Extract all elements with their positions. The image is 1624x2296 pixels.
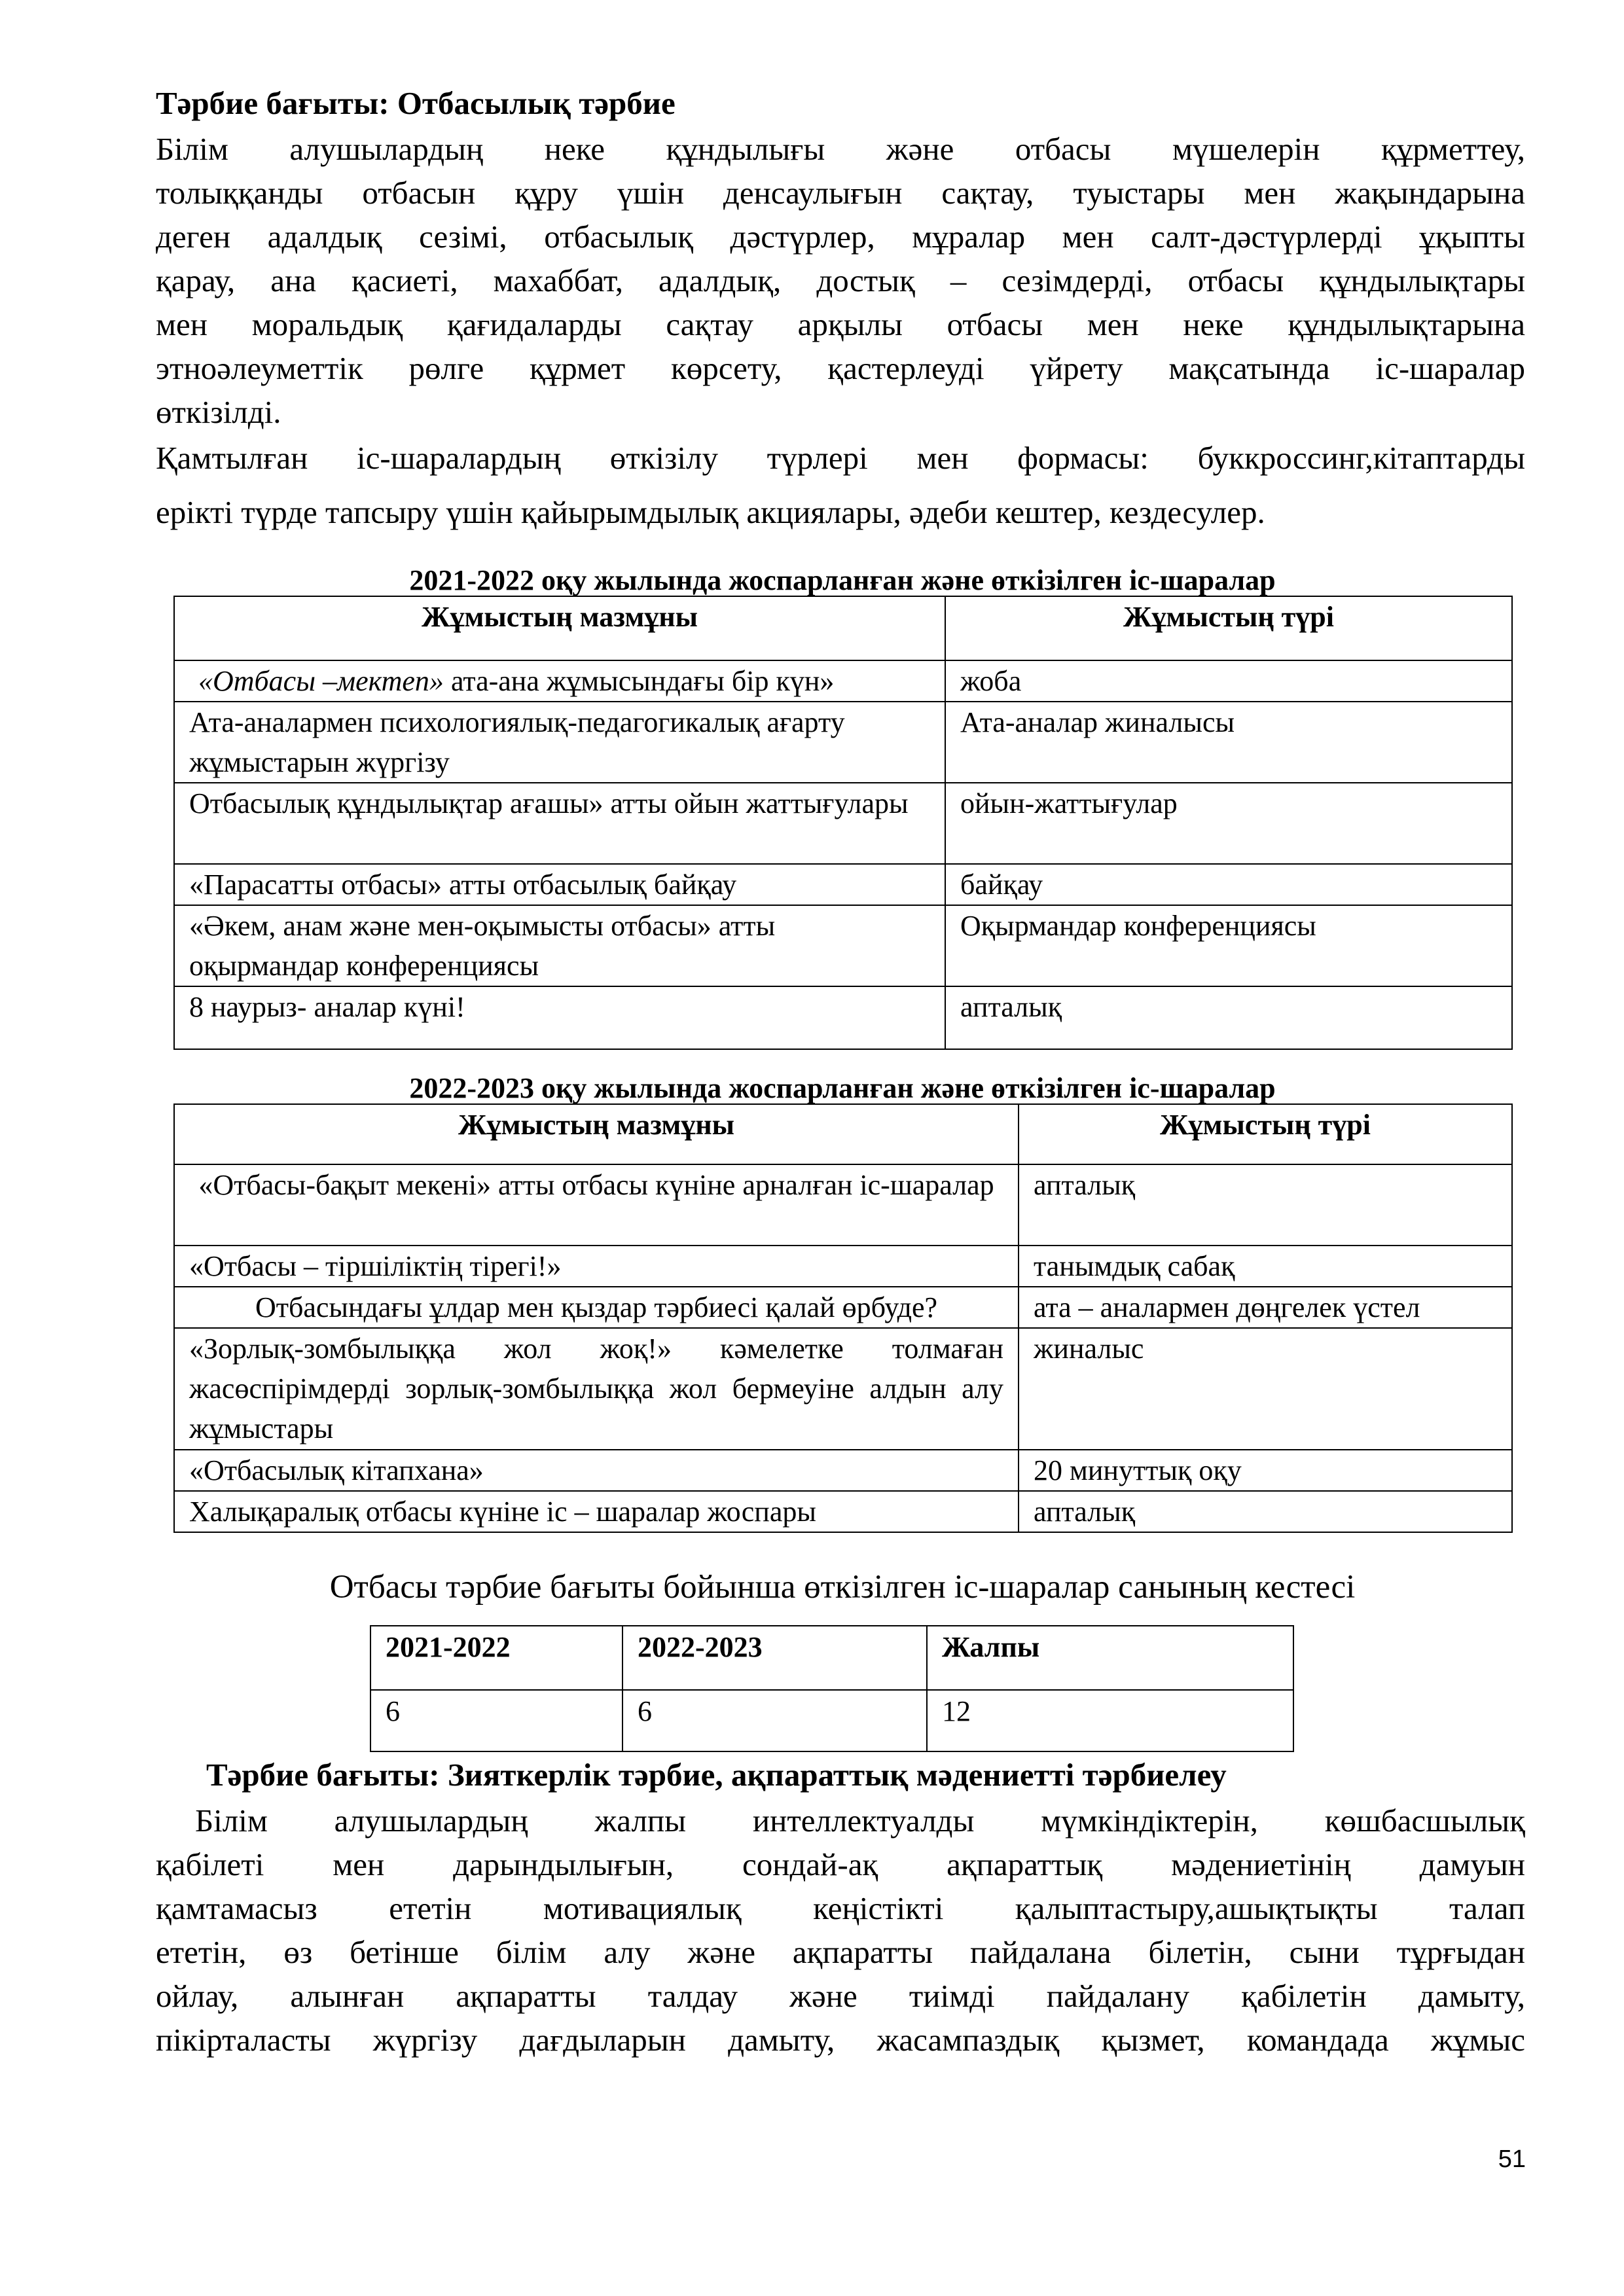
paragraph-line: Қамтылған іс-шаралардың өткізілу түрлері мен формасы: буккроссинг,кітаптарды	[156, 440, 1525, 476]
column-header: Жұмыстың мазмұны	[174, 596, 945, 660]
section-paragraph-family	[156, 127, 1525, 434]
table-row	[174, 1450, 1512, 1491]
table-cell: 8 наурыз- аналар күні!	[174, 986, 945, 1049]
table-cell: апталық	[1019, 1164, 1512, 1246]
table-cell: Отбасылық құндылықтар ағашы» атты ойын жаттығулары	[174, 783, 945, 864]
table-cell: танымдық сабақ	[1019, 1246, 1512, 1287]
table-cell: «Әкем, анам және мен-оқымысты отбасы» атты оқырмандар конференциясы	[174, 905, 945, 986]
event-count-table	[370, 1625, 1294, 1752]
count-table-caption: Отбасы тәрбие бағыты бойынша өткізілген іс-шаралар санының кестесі	[329, 1569, 1356, 1605]
table-cell: Халықаралық отбасы күніне іс – шаралар жоспары	[174, 1491, 1019, 1532]
paragraph-line: ерікті түрде тапсыру үшін қайырымдылық акциялары, әдеби кештер, кездесулер.	[156, 494, 1265, 530]
forms-paragraph	[156, 431, 1525, 539]
table-cell: Ата-аналармен психологиялық-педагогикалық ағарту жұмыстарын жүргізу	[174, 702, 945, 783]
section-heading-family: Тәрбие бағыты: Отбасылық тәрбие	[156, 85, 676, 121]
table-cell-text: ата-ана жұмысындағы бір күн»	[443, 665, 835, 697]
paragraph-line: қамтамасыз ететін мотивациялық кеңістікті қалыптастыру,ашықтықты талап	[156, 1890, 1525, 1926]
paragraph-line: толыққанды отбасын құру үшін денсаулығын сақтау, туыстары мен жақындарына	[156, 175, 1525, 211]
table-cell: Ата-аналар жиналысы	[945, 702, 1512, 783]
paragraph-line: этноәлеуметтік рөлге құрмет көрсету, қастерлеуді үйрету мақсатында іс-шаралар	[156, 350, 1525, 386]
table-cell: апталық	[1019, 1491, 1512, 1532]
table-row	[174, 986, 1512, 1049]
count-header-cell: 2022-2023	[623, 1626, 927, 1690]
column-header: Жұмыстың мазмұны	[174, 1104, 1019, 1164]
table-row	[174, 1328, 1512, 1450]
paragraph-line: қарау, ана қасиеті, махаббат, адалдық, достық – сезімдерді, отбасы құндылықтары	[156, 262, 1525, 298]
count-value-cell: 12	[927, 1690, 1293, 1751]
table-row	[174, 660, 1512, 702]
table-cell: ойын-жаттығулар	[945, 783, 1512, 864]
section-paragraph-intellectual	[156, 1799, 1525, 2062]
table-header-row	[174, 1104, 1512, 1164]
table-cell: «Парасатты отбасы» атты отбасылық байқау	[174, 864, 945, 905]
table-caption-2022-2023: 2022-2023 оқу жылында жоспарланған және өткізілген іс-шаралар	[409, 1072, 1276, 1104]
paragraph-line: пікірталасты жүргізу дағдыларын дамыту, жасампаздық қызмет, командада жұмыс	[156, 2022, 1525, 2058]
table-cell: Оқырмандар конференциясы	[945, 905, 1512, 986]
table-cell: «Отбасы – тіршіліктің тірегі!»	[174, 1246, 1019, 1287]
events-table-2021-2022	[173, 596, 1513, 1050]
paragraph-line: өткізілді.	[156, 394, 281, 430]
table-row	[174, 1164, 1512, 1246]
table-row	[174, 1246, 1512, 1287]
table-cell: ата – аналармен дөңгелек үстел	[1019, 1287, 1512, 1328]
table-cell	[174, 660, 945, 702]
paragraph-line: деген адалдық сезімі, отбасылық дәстүрлер, мұралар мен салт-дәстүрлерді ұқыпты	[156, 219, 1525, 255]
count-header-cell: Жалпы	[927, 1626, 1293, 1690]
column-header: Жұмыстың түрі	[1019, 1104, 1512, 1164]
paragraph-line: қабілеті мен дарындылығын, сондай-ақ ақпараттық мәдениетінің дамуын	[156, 1846, 1525, 1882]
count-header-cell: 2021-2022	[370, 1626, 623, 1690]
table-row	[174, 783, 1512, 864]
count-header-row	[370, 1626, 1293, 1690]
table-cell: «Зорлық-зомбылыққа жол жоқ!» кәмелетке толмаған жасөспірімдерді зорлық-зомбылыққа жол бермеуіне алдын алу жұмыстары	[174, 1328, 1019, 1450]
table-cell: «Отбасы-бақыт мекені» атты отбасы күніне арналған іс-шаралар	[174, 1164, 1019, 1246]
table-cell: 20 минуттық оқу	[1019, 1450, 1512, 1491]
table-cell: «Отбасылық кітапхана»	[174, 1450, 1019, 1491]
table-cell-text: «Отбасы –мектеп»	[198, 665, 444, 697]
paragraph-line: Білім алушылардың неке құндылығы және отбасы мүшелерін құрметтеу,	[156, 131, 1525, 167]
table-row	[174, 702, 1512, 783]
events-table-2022-2023	[173, 1103, 1513, 1533]
table-cell: апталық	[945, 986, 1512, 1049]
table-header-row	[174, 596, 1512, 660]
table-row	[174, 905, 1512, 986]
paragraph-line: мен моральдық қағидаларды сақтау арқылы отбасы мен неке құндылықтарына	[156, 306, 1525, 342]
table-cell: жоба	[945, 660, 1512, 702]
count-value-cell: 6	[370, 1690, 623, 1751]
count-value-cell: 6	[623, 1690, 927, 1751]
page-number: 51	[1498, 2145, 1526, 2173]
paragraph-line: Білім алушылардың жалпы интеллектуалды мүмкіндіктерін, көшбасшылық	[195, 1803, 1525, 1839]
table-cell: жиналыс	[1019, 1328, 1512, 1450]
table-caption-2021-2022: 2021-2022 оқу жылында жоспарланған және өткізілген іс-шаралар	[409, 564, 1276, 596]
column-header: Жұмыстың түрі	[945, 596, 1512, 660]
table-row	[174, 864, 1512, 905]
table-row	[174, 1491, 1512, 1532]
count-values-row	[370, 1690, 1293, 1751]
table-cell: байқау	[945, 864, 1512, 905]
paragraph-line: ойлау, алынған ақпаратты талдау және тиімді пайдалану қабілетін дамыту,	[156, 1978, 1525, 2014]
section-heading-intellectual: Тәрбие бағыты: Зияткерлік тәрбие, ақпараттық мәдениетті тәрбиелеу	[206, 1757, 1227, 1793]
paragraph-line: ететін, өз бетінше білім алу және ақпаратты пайдалана білетін, сыни тұрғыдан	[156, 1934, 1525, 1970]
table-cell: Отбасындағы ұлдар мен қыздар тәрбиесі қалай өрбуде?	[174, 1287, 1019, 1328]
table-row	[174, 1287, 1512, 1328]
